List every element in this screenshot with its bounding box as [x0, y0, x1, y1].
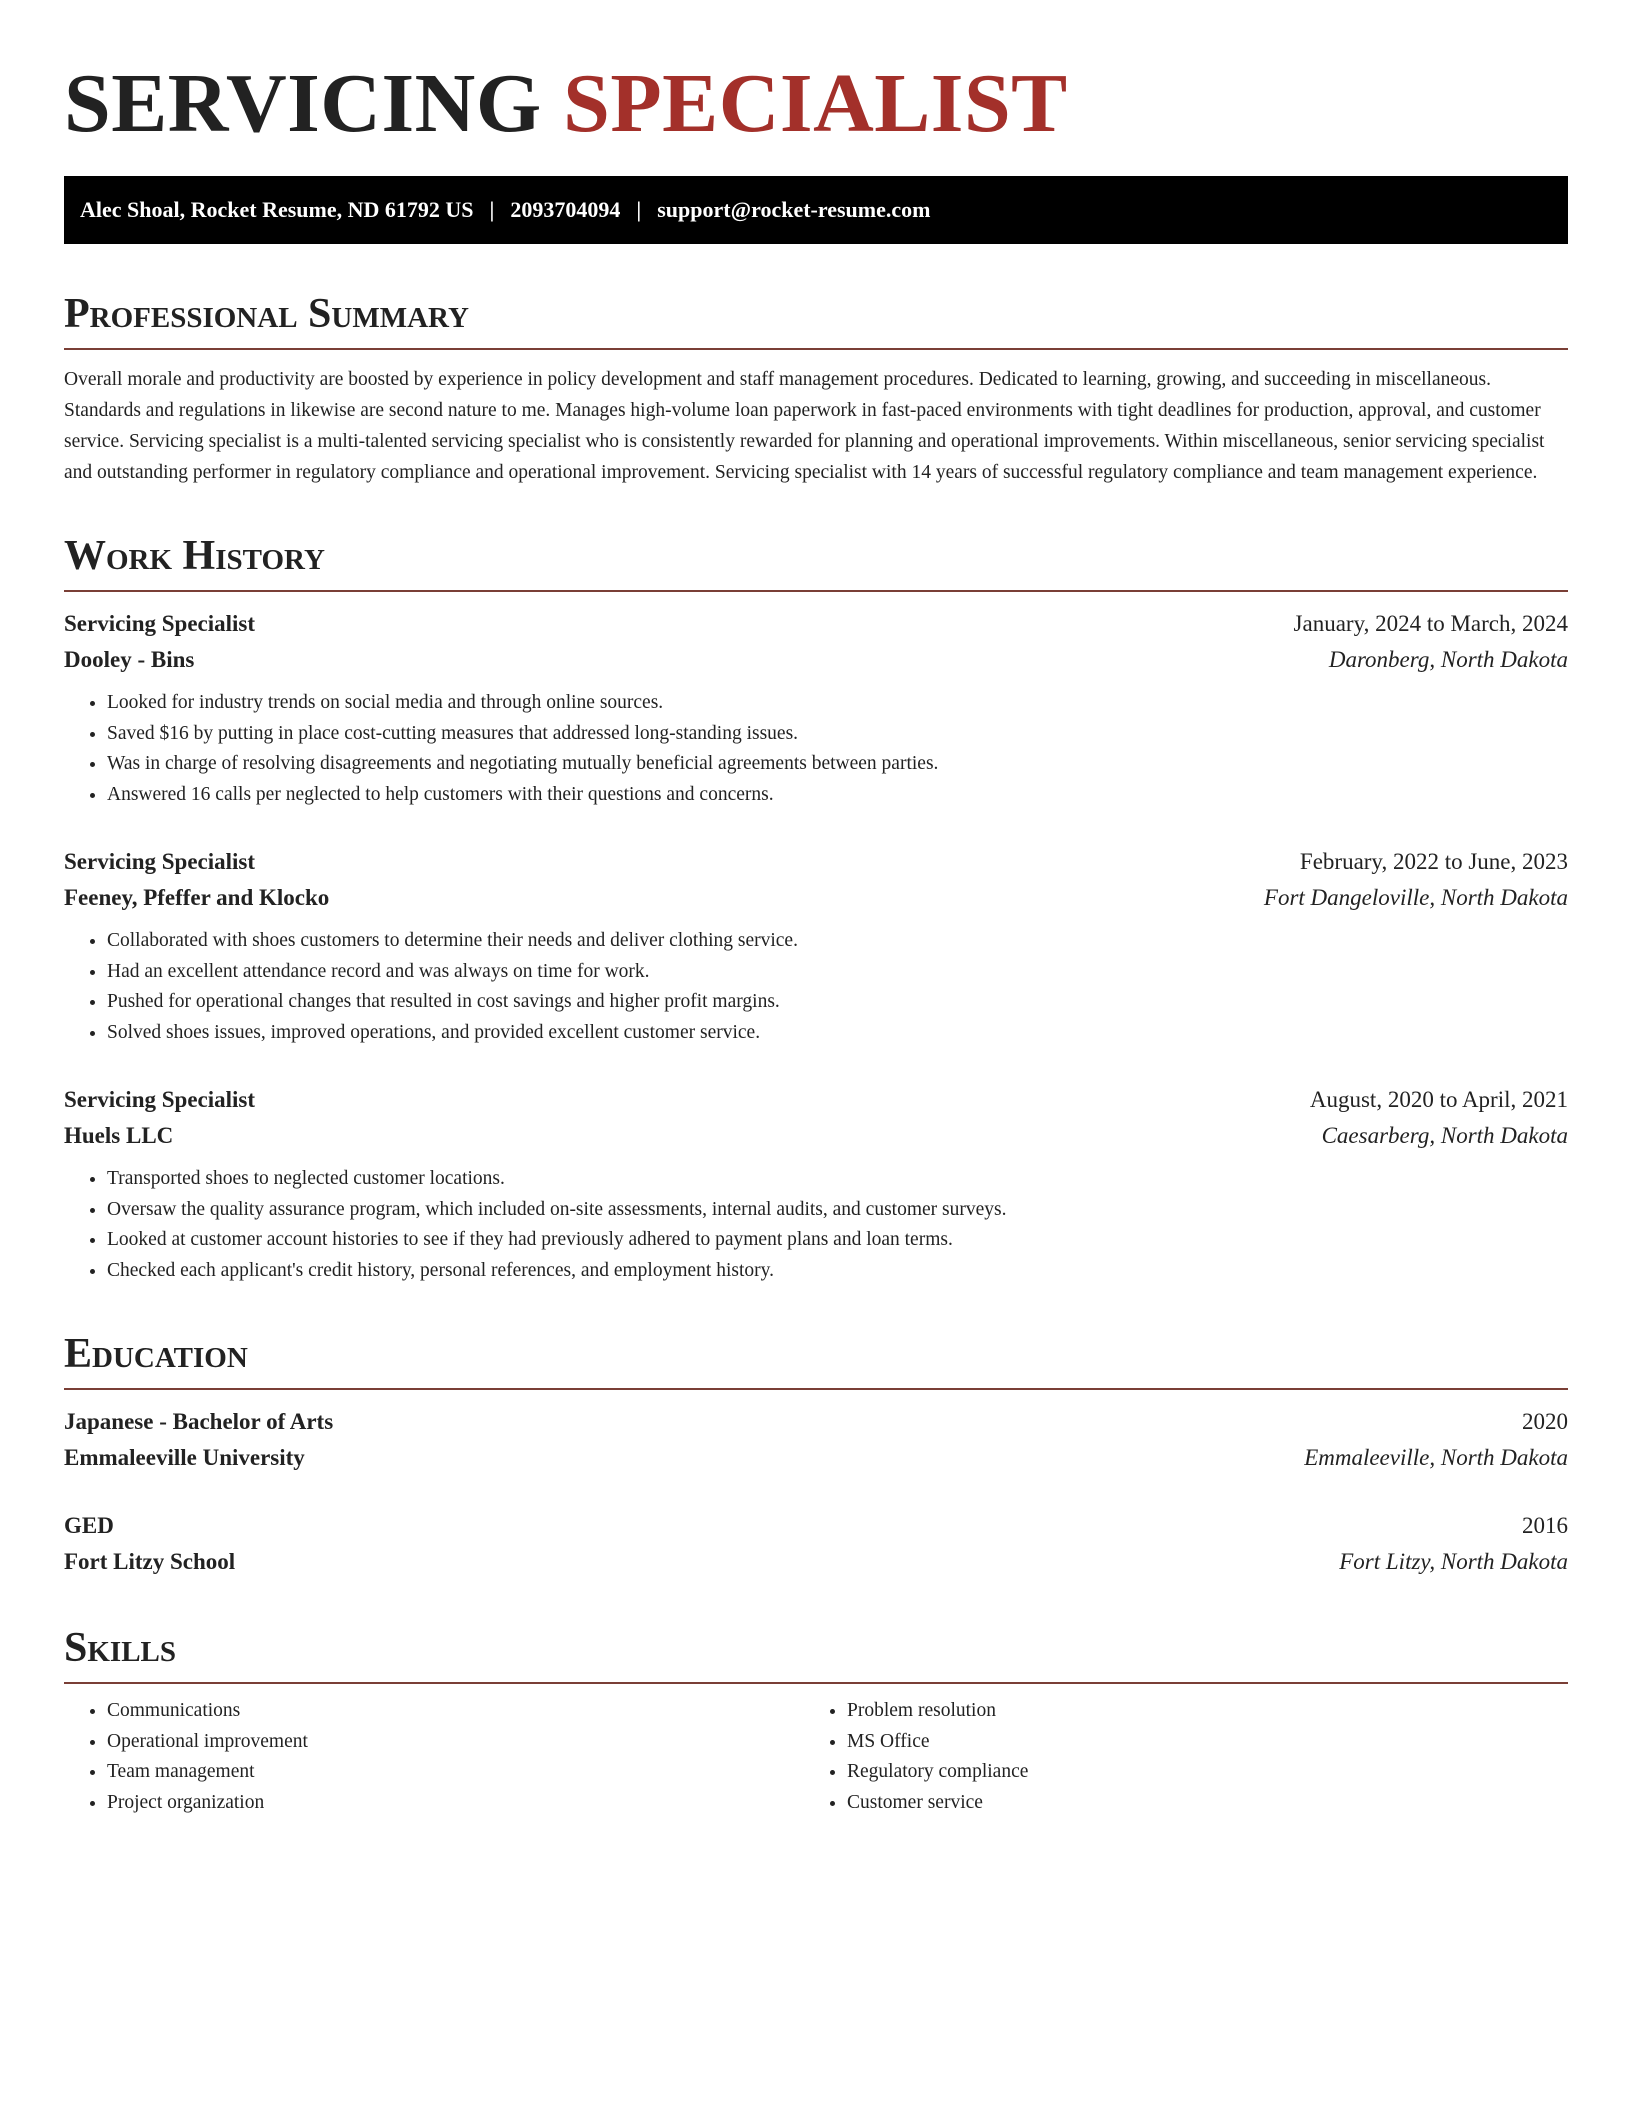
- skill-item: • Regulatory compliance: [847, 1757, 1564, 1788]
- job-dates: February, 2022 to June, 2023: [1299, 849, 1568, 874]
- job-duty: • Was in charge of resolving disagreements and negotiating mutually beneficial agreements between parties.: [107, 749, 1568, 780]
- job-duties: [64, 688, 1568, 810]
- contact-phone: 2093704094: [510, 197, 621, 222]
- contact-address: Alec Shoal, Rocket Resume, ND 61792 US: [80, 197, 474, 222]
- job-duty: • Transported shoes to neglected customer locations.: [107, 1164, 1568, 1195]
- education-school: Fort Litzy School: [64, 1549, 236, 1574]
- skills-heading: Skills: [64, 1620, 1568, 1684]
- job-company-row: [64, 642, 1568, 678]
- job-location: Fort Dangeloville, North Dakota: [1263, 885, 1568, 910]
- skills-section: [64, 1620, 1568, 1818]
- contact-separator: |: [636, 197, 642, 222]
- summary-section: [64, 286, 1568, 488]
- education-entry: [64, 1508, 1568, 1580]
- education-heading: Education: [64, 1326, 1568, 1390]
- job-duties: [64, 926, 1568, 1048]
- job-duty: • Looked at customer account histories to see if they had previously adhered to payment plans and loan terms.: [107, 1225, 1568, 1256]
- skill-item: • Operational improvement: [107, 1727, 804, 1758]
- job-entry: [64, 1082, 1568, 1286]
- job-title: Servicing Specialist: [64, 849, 256, 874]
- contact-email: support@rocket-resume.com: [657, 197, 931, 222]
- title-second-word: SPECIALIST: [563, 57, 1068, 150]
- education-school-row: [64, 1440, 1568, 1476]
- job-dates: August, 2020 to April, 2021: [1309, 1087, 1568, 1112]
- job-location: Daronberg, North Dakota: [1328, 647, 1568, 672]
- summary-text: Overall morale and productivity are boosted by experience in policy development and staff management procedures. Dedicated to learning, growing, and succeeding in miscellaneous. Standards and regulations in likewise are second nature to me. Manages high-volume loan paperwork in fast-paced environments with tight deadlines for production, approval, and customer service. Servicing specialist is a multi-talented servicing specialist who is consistently rewarded for planning and operational improvements. Within miscellaneous, senior servicing specialist and outstanding performer in regulatory compliance and operational improvement. Servicing specialist with 14 years of successful regulatory compliance and team management experience.: [64, 369, 1545, 483]
- education-section: [64, 1326, 1568, 1580]
- skill-item: • Team management: [107, 1757, 804, 1788]
- job-title: Servicing Specialist: [64, 1087, 256, 1112]
- education-school-row: [64, 1544, 1568, 1580]
- education-degree: GED: [64, 1513, 114, 1538]
- skills-list-right: [804, 1696, 1564, 1818]
- education-year: 2016: [1522, 1513, 1568, 1538]
- work-history-heading: Work History: [64, 528, 1568, 592]
- job-company-row: [64, 1118, 1568, 1154]
- skill-item: • Project organization: [107, 1788, 804, 1819]
- education-degree-row: [64, 1508, 1568, 1544]
- job-company-row: [64, 880, 1568, 916]
- job-duty: • Solved shoes issues, improved operations, and provided excellent customer service.: [107, 1018, 1568, 1049]
- skills-columns: [64, 1696, 1568, 1818]
- job-company: Feeney, Pfeffer and Klocko: [64, 885, 330, 910]
- education-year: 2020: [1522, 1409, 1568, 1434]
- contact-bar: [64, 176, 1568, 244]
- job-header-row: [64, 844, 1568, 880]
- job-duty: • Looked for industry trends on social media and through online sources.: [107, 688, 1568, 719]
- job-duty: • Checked each applicant's credit history, personal references, and employment history.: [107, 1256, 1568, 1287]
- skill-item: • Communications: [107, 1696, 804, 1727]
- job-duty: • Answered 16 calls per neglected to help customers with their questions and concerns.: [107, 780, 1568, 811]
- job-company: Dooley - Bins: [64, 647, 195, 672]
- job-entry: [64, 844, 1568, 1048]
- job-duty: • Collaborated with shoes customers to determine their needs and deliver clothing service.: [107, 926, 1568, 957]
- job-header-row: [64, 606, 1568, 642]
- work-history-section: [64, 528, 1568, 1286]
- skills-list-left: [64, 1696, 804, 1818]
- job-title: Servicing Specialist: [64, 611, 256, 636]
- summary-heading: Professional Summary: [64, 286, 1568, 350]
- education-school: Emmaleeville University: [64, 1445, 305, 1470]
- job-duty: • Had an excellent attendance record and was always on time for work.: [107, 957, 1568, 988]
- education-location: Emmaleeville, North Dakota: [1304, 1445, 1568, 1470]
- skill-item: • Customer service: [847, 1788, 1564, 1819]
- education-location: Fort Litzy, North Dakota: [1339, 1549, 1568, 1574]
- skill-item: • MS Office: [847, 1727, 1564, 1758]
- job-entry: [64, 606, 1568, 810]
- resume-title: [64, 56, 1568, 152]
- job-header-row: [64, 1082, 1568, 1118]
- job-duty: • Pushed for operational changes that resulted in cost savings and higher profit margins.: [107, 987, 1568, 1018]
- job-dates: January, 2024 to March, 2024: [1293, 611, 1568, 636]
- job-location: Caesarberg, North Dakota: [1321, 1123, 1568, 1148]
- job-duty: • Saved $16 by putting in place cost-cutting measures that addressed long-standing issues.: [107, 719, 1568, 750]
- job-duties: [64, 1164, 1568, 1286]
- skill-item: • Problem resolution: [847, 1696, 1564, 1727]
- contact-separator: |: [489, 197, 495, 222]
- title-first-word: SERVICING: [64, 57, 542, 150]
- education-entry: [64, 1404, 1568, 1476]
- education-degree: Japanese - Bachelor of Arts: [64, 1409, 334, 1434]
- job-company: Huels LLC: [64, 1123, 174, 1148]
- job-duty: • Oversaw the quality assurance program, which included on-site assessments, internal audits, and customer surveys.: [107, 1195, 1568, 1226]
- education-degree-row: [64, 1404, 1568, 1440]
